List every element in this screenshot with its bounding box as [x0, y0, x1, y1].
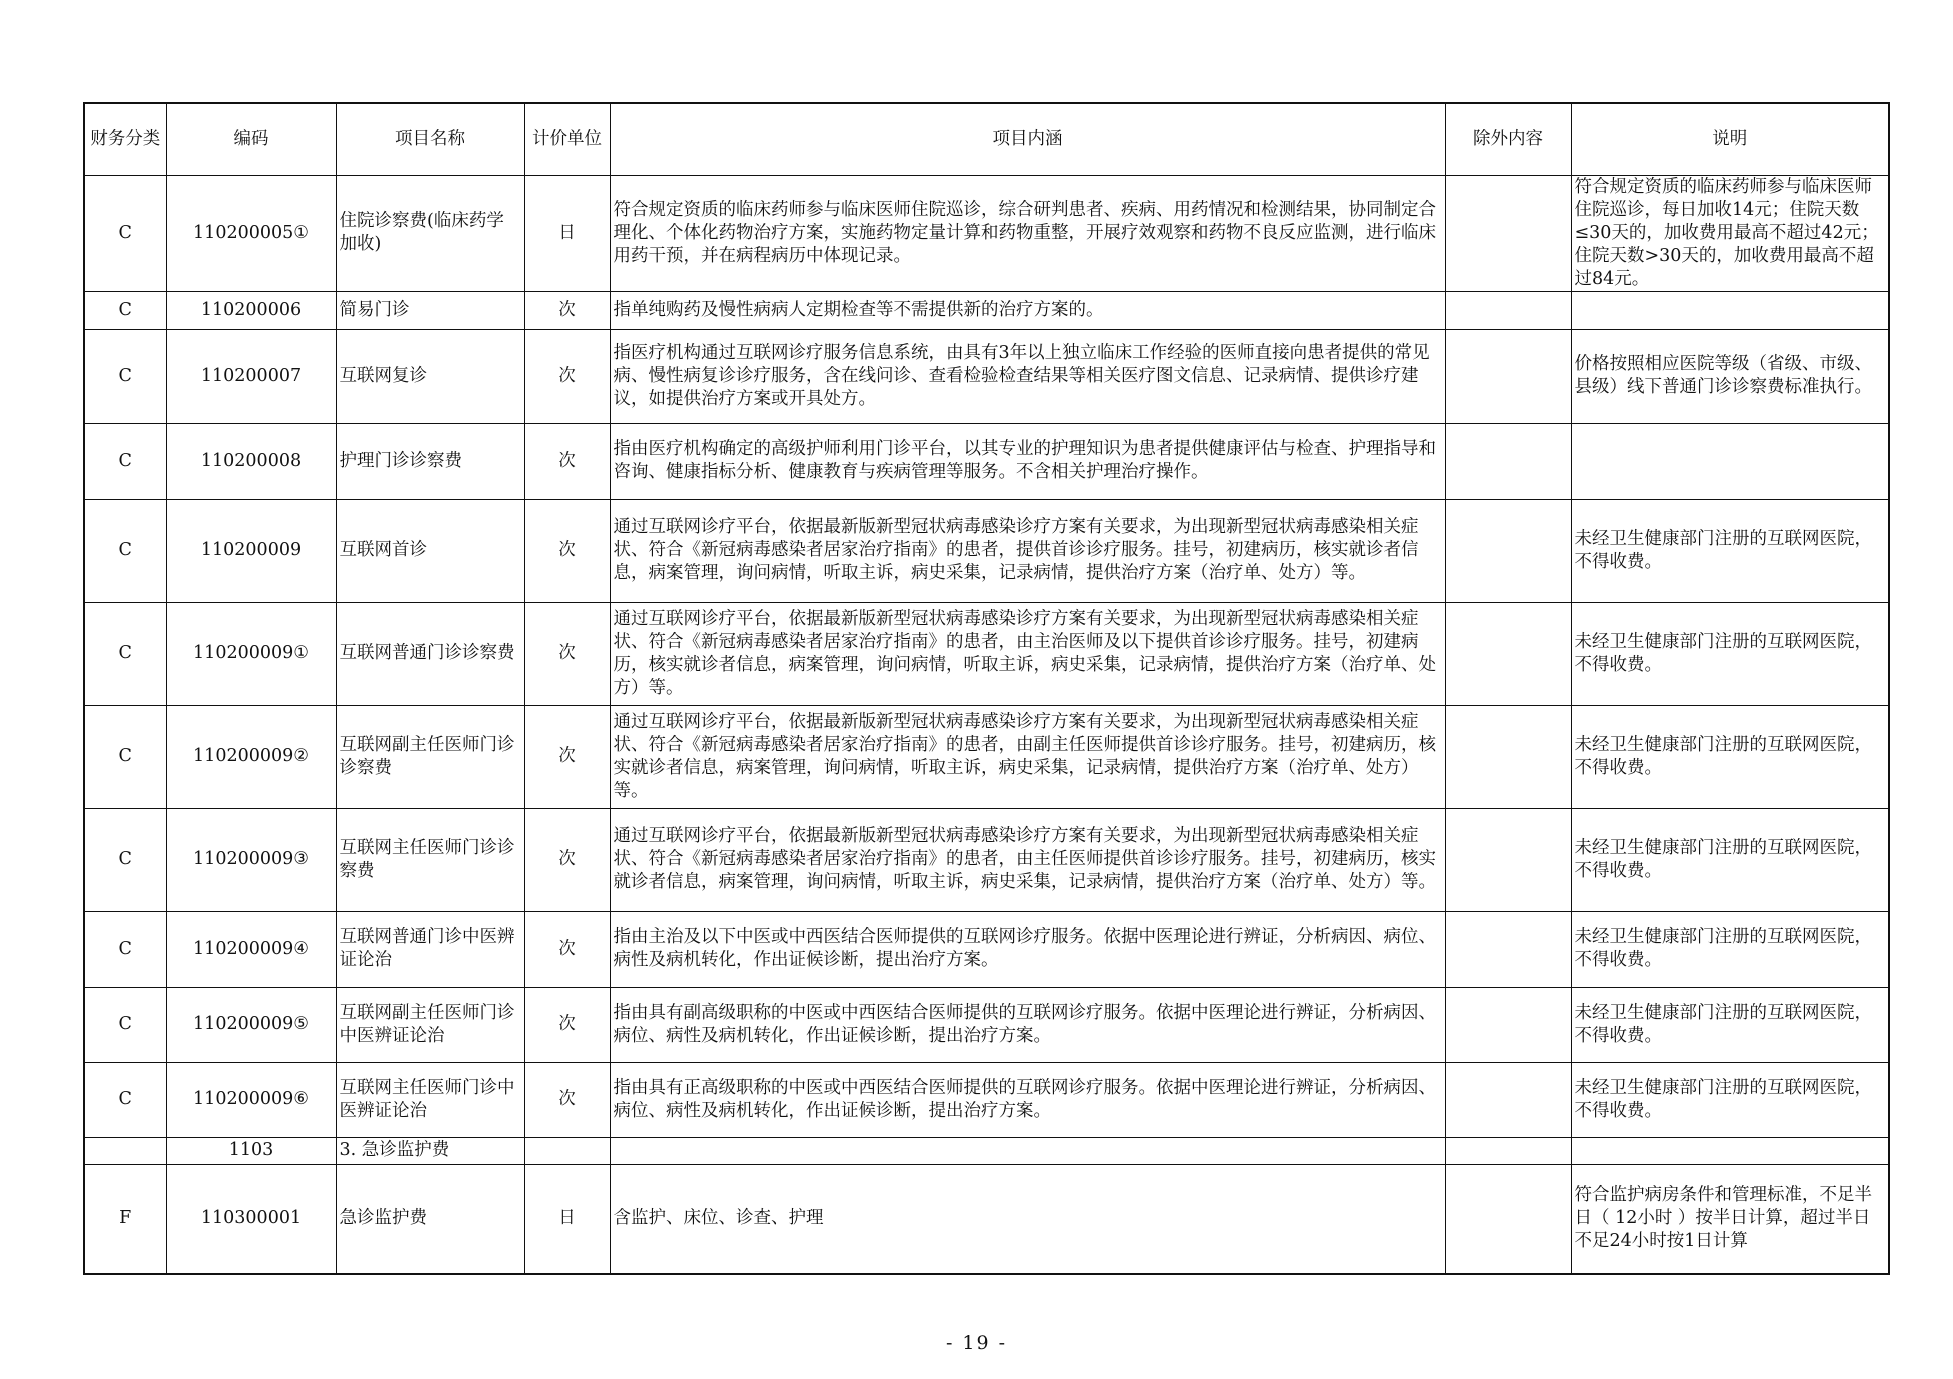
- cell-category: C: [84, 1062, 166, 1137]
- cell-code: 110200006: [166, 291, 336, 329]
- cell-excluded: [1445, 1137, 1571, 1164]
- cell-category: C: [84, 602, 166, 705]
- table-row: [84, 808, 1889, 911]
- cell-note: 未经卫生健康部门注册的互联网医院，不得收费。: [1571, 602, 1889, 705]
- cell-note: [1571, 291, 1889, 329]
- header-excluded: 除外内容: [1445, 103, 1571, 175]
- cell-content: 符合规定资质的临床药师参与临床医师住院巡诊，综合研判患者、疾病、用药情况和检测结果，协同制定合理化、个体化药物治疗方案，实施药物定量计算和药物重整，开展疗效观察和药物不良反应监测，进行临床用药干预，并在病程病历中体现记录。: [610, 175, 1445, 291]
- cell-name: 互联网普通门诊诊察费: [336, 602, 524, 705]
- table-row: [84, 291, 1889, 329]
- header-content: 项目内涵: [610, 103, 1445, 175]
- cell-content: 指由主治及以下中医或中西医结合医师提供的互联网诊疗服务。依据中医理论进行辨证，分析病因、病位、病性及病机转化，作出证候诊断，提出治疗方案。: [610, 911, 1445, 987]
- cell-category: C: [84, 329, 166, 423]
- table-row: [84, 911, 1889, 987]
- cell-content: 通过互联网诊疗平台，依据最新版新型冠状病毒感染诊疗方案有关要求，为出现新型冠状病毒感染相关症状、符合《新冠病毒感染者居家治疗指南》的患者，由副主任医师提供首诊诊疗服务。挂号，初建病历，核实就诊者信息，病案管理，询问病情，听取主诉，病史采集，记录病情，提供治疗方案（治疗单、处方）等。: [610, 705, 1445, 808]
- table-row: [84, 175, 1889, 291]
- cell-content: 通过互联网诊疗平台，依据最新版新型冠状病毒感染诊疗方案有关要求，为出现新型冠状病毒感染相关症状、符合《新冠病毒感染者居家治疗指南》的患者，由主任医师提供首诊诊疗服务。挂号，初建病历，核实就诊者信息，病案管理，询问病情，听取主诉，病史采集，记录病情，提供治疗方案（治疗单、处方）等。: [610, 808, 1445, 911]
- cell-code: 110200009⑥: [166, 1062, 336, 1137]
- header-row: [84, 103, 1889, 175]
- cell-content: 指医疗机构通过互联网诊疗服务信息系统，由具有3年以上独立临床工作经验的医师直接向患者提供的常见病、慢性病复诊诊疗服务，含在线问诊、查看检验检查结果等相关医疗图文信息、记录病情、提供诊疗建议，如提供治疗方案或开具处方。: [610, 329, 1445, 423]
- cell-code: 110200007: [166, 329, 336, 423]
- cell-unit: 日: [524, 1164, 610, 1274]
- table-row: [84, 423, 1889, 499]
- cell-code: 110200009: [166, 499, 336, 602]
- cell-code: 110200005①: [166, 175, 336, 291]
- cell-name: 简易门诊: [336, 291, 524, 329]
- cell-name: 互联网首诊: [336, 499, 524, 602]
- cell-name: 急诊监护费: [336, 1164, 524, 1274]
- cell-note: 未经卫生健康部门注册的互联网医院，不得收费。: [1571, 1062, 1889, 1137]
- cell-excluded: [1445, 987, 1571, 1062]
- cell-unit: 次: [524, 705, 610, 808]
- cell-category: C: [84, 175, 166, 291]
- cell-unit: 次: [524, 423, 610, 499]
- fee-table-container: [83, 102, 1888, 1275]
- cell-excluded: [1445, 808, 1571, 911]
- cell-excluded: [1445, 329, 1571, 423]
- cell-category: C: [84, 911, 166, 987]
- table-row: [84, 1164, 1889, 1274]
- cell-excluded: [1445, 602, 1571, 705]
- cell-content: 通过互联网诊疗平台，依据最新版新型冠状病毒感染诊疗方案有关要求，为出现新型冠状病毒感染相关症状、符合《新冠病毒感染者居家治疗指南》的患者，由主治医师及以下提供首诊诊疗服务。挂号，初建病历，核实就诊者信息，病案管理，询问病情，听取主诉，病史采集，记录病情，提供治疗方案（治疗单、处方）等。: [610, 602, 1445, 705]
- cell-content: 指单纯购药及慢性病病人定期检查等不需提供新的治疗方案的。: [610, 291, 1445, 329]
- cell-unit: 次: [524, 987, 610, 1062]
- cell-name: 互联网主任医师门诊中医辨证论治: [336, 1062, 524, 1137]
- cell-code: 1103: [166, 1137, 336, 1164]
- cell-note: 符合监护病房条件和管理标准，不足半日（ 12小时 ）按半日计算，超过半日不足24小时按1日计算: [1571, 1164, 1889, 1274]
- cell-note: 未经卫生健康部门注册的互联网医院，不得收费。: [1571, 987, 1889, 1062]
- cell-category: C: [84, 705, 166, 808]
- cell-category: C: [84, 808, 166, 911]
- cell-note: 未经卫生健康部门注册的互联网医院，不得收费。: [1571, 499, 1889, 602]
- cell-category: C: [84, 987, 166, 1062]
- cell-unit: 次: [524, 1062, 610, 1137]
- cell-category: [84, 1137, 166, 1164]
- cell-excluded: [1445, 1164, 1571, 1274]
- table-row: [84, 1062, 1889, 1137]
- cell-name: 住院诊察费(临床药学加收): [336, 175, 524, 291]
- cell-name: 互联网副主任医师门诊中医辨证论治: [336, 987, 524, 1062]
- table-row: [84, 705, 1889, 808]
- cell-note: 未经卫生健康部门注册的互联网医院，不得收费。: [1571, 705, 1889, 808]
- cell-unit: 次: [524, 329, 610, 423]
- cell-name: 互联网复诊: [336, 329, 524, 423]
- cell-unit: [524, 1137, 610, 1164]
- header-note: 说明: [1571, 103, 1889, 175]
- cell-note: 未经卫生健康部门注册的互联网医院，不得收费。: [1571, 911, 1889, 987]
- cell-note: 符合规定资质的临床药师参与临床医师住院巡诊，每日加收14元；住院天数≤30天的，加收费用最高不超过42元；住院天数>30天的，加收费用最高不超过84元。: [1571, 175, 1889, 291]
- cell-unit: 次: [524, 499, 610, 602]
- cell-content: 通过互联网诊疗平台，依据最新版新型冠状病毒感染诊疗方案有关要求，为出现新型冠状病毒感染相关症状、符合《新冠病毒感染者居家治疗指南》的患者，提供首诊诊疗服务。挂号，初建病历，核实就诊者信息，病案管理，询问病情，听取主诉，病史采集，记录病情，提供治疗方案（治疗单、处方）等。: [610, 499, 1445, 602]
- cell-code: 110200009③: [166, 808, 336, 911]
- cell-category: F: [84, 1164, 166, 1274]
- cell-name: 护理门诊诊察费: [336, 423, 524, 499]
- cell-excluded: [1445, 1062, 1571, 1137]
- cell-note: 未经卫生健康部门注册的互联网医院，不得收费。: [1571, 808, 1889, 911]
- cell-category: C: [84, 291, 166, 329]
- cell-note: [1571, 1137, 1889, 1164]
- cell-excluded: [1445, 705, 1571, 808]
- cell-name: 互联网副主任医师门诊诊察费: [336, 705, 524, 808]
- cell-name: 互联网普通门诊中医辨证论治: [336, 911, 524, 987]
- cell-unit: 次: [524, 291, 610, 329]
- cell-unit: 次: [524, 911, 610, 987]
- cell-content: 指由具有副高级职称的中医或中西医结合医师提供的互联网诊疗服务。依据中医理论进行辨证，分析病因、病位、病性及病机转化，作出证候诊断，提出治疗方案。: [610, 987, 1445, 1062]
- table-row: [84, 987, 1889, 1062]
- cell-content: 指由医疗机构确定的高级护师利用门诊平台，以其专业的护理知识为患者提供健康评估与检查、护理指导和咨询、健康指标分析、健康教育与疾病管理等服务。不含相关护理治疗操作。: [610, 423, 1445, 499]
- cell-excluded: [1445, 175, 1571, 291]
- table-row: [84, 602, 1889, 705]
- cell-name: 互联网主任医师门诊诊察费: [336, 808, 524, 911]
- cell-name: 3. 急诊监护费: [336, 1137, 524, 1164]
- cell-excluded: [1445, 499, 1571, 602]
- cell-category: C: [84, 499, 166, 602]
- cell-note: 价格按照相应医院等级（省级、市级、县级）线下普通门诊诊察费标准执行。: [1571, 329, 1889, 423]
- cell-excluded: [1445, 911, 1571, 987]
- cell-content: 含监护、床位、诊查、护理: [610, 1164, 1445, 1274]
- header-code: 编码: [166, 103, 336, 175]
- cell-code: 110200008: [166, 423, 336, 499]
- header-category: 财务分类: [84, 103, 166, 175]
- cell-category: C: [84, 423, 166, 499]
- cell-unit: 次: [524, 602, 610, 705]
- cell-excluded: [1445, 423, 1571, 499]
- cell-content: [610, 1137, 1445, 1164]
- header-unit: 计价单位: [524, 103, 610, 175]
- cell-code: 110300001: [166, 1164, 336, 1274]
- cell-code: 110200009①: [166, 602, 336, 705]
- page-number: - 19 -: [945, 1332, 1008, 1354]
- section-row: [84, 1137, 1889, 1164]
- table-row: [84, 499, 1889, 602]
- cell-excluded: [1445, 291, 1571, 329]
- cell-content: 指由具有正高级职称的中医或中西医结合医师提供的互联网诊疗服务。依据中医理论进行辨证，分析病因、病位、病性及病机转化，作出证候诊断，提出治疗方案。: [610, 1062, 1445, 1137]
- table-row: [84, 329, 1889, 423]
- cell-code: 110200009④: [166, 911, 336, 987]
- cell-unit: 日: [524, 175, 610, 291]
- cell-unit: 次: [524, 808, 610, 911]
- fee-table: [83, 102, 1890, 1275]
- cell-code: 110200009②: [166, 705, 336, 808]
- cell-note: [1571, 423, 1889, 499]
- cell-code: 110200009⑤: [166, 987, 336, 1062]
- header-name: 项目名称: [336, 103, 524, 175]
